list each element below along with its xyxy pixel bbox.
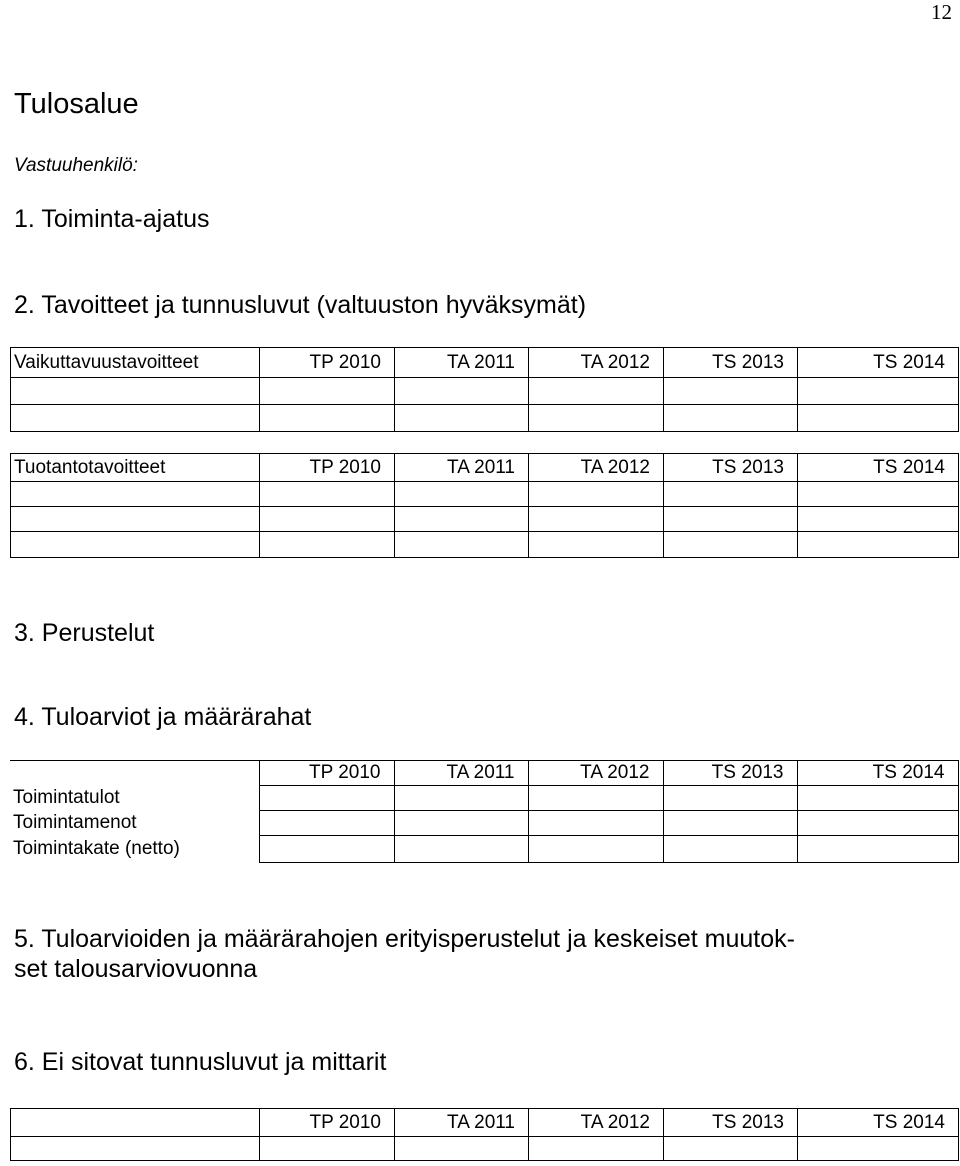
table-header-row [11, 348, 959, 378]
section-heading-mission: 1. Toiminta-ajatus [14, 205, 210, 233]
table-header-row [11, 1109, 959, 1137]
table-row [10, 786, 958, 811]
col-header-tp-2010: TP 2010 [260, 454, 395, 482]
col-header-ts-2013: TS 2013 [664, 1109, 798, 1137]
col-header-ta-2011: TA 2011 [395, 1109, 529, 1137]
row-label-operating-income: Toimintatulot [13, 787, 120, 808]
section-heading-non-binding-indicators: 6. Ei sitovat tunnusluvut ja mittarit [14, 1048, 387, 1076]
section-heading-estimates: 4. Tuloarviot ja määrärahat [14, 703, 312, 731]
table-row [10, 811, 958, 836]
section-heading-special-justifications-line1: 5. Tuloarvioiden ja määrärahojen erityisperustelut ja keskeiset muutok- [14, 925, 795, 953]
production-goals-table [10, 453, 959, 558]
table-row [11, 507, 959, 532]
row-label-operating-margin: Toimintakate (netto) [13, 838, 180, 859]
col-header-ts-2013: TS 2013 [663, 761, 797, 786]
col-header-ta-2012: TA 2012 [529, 1109, 664, 1137]
effectiveness-goals-table [10, 347, 959, 432]
table-header-row [11, 454, 959, 482]
section-heading-special-justifications-line2: set talousarviovuonna [14, 955, 258, 983]
col-header-ta-2012: TA 2012 [529, 454, 664, 482]
section-heading-goals: 2. Tavoitteet ja tunnusluvut (valtuuston hyväksymät) [14, 291, 587, 319]
col-header-ta-2011: TA 2011 [395, 348, 529, 378]
table-header-row [10, 761, 958, 786]
table-row [11, 482, 959, 507]
row-label-operating-expenses: Toimintamenot [13, 812, 137, 833]
page-title: Tulosalue [14, 88, 139, 120]
production-goals-label: Tuotantotavoitteet [11, 454, 260, 482]
table-row [11, 405, 959, 432]
col-header-ts-2014: TS 2014 [798, 1109, 959, 1137]
table-row [11, 1137, 959, 1161]
col-header-tp-2010: TP 2010 [260, 1109, 395, 1137]
responsible-person-label: Vastuuhenkilö: [14, 155, 138, 176]
col-header-ts-2014: TS 2014 [797, 761, 958, 786]
table-row [10, 836, 958, 863]
col-header-ts-2013: TS 2013 [664, 454, 798, 482]
table-row [11, 378, 959, 405]
col-header-tp-2010: TP 2010 [260, 348, 395, 378]
table-row [11, 532, 959, 558]
col-header-ta-2012: TA 2012 [529, 348, 664, 378]
estimates-table [10, 760, 959, 863]
col-header-ta-2012: TA 2012 [528, 761, 663, 786]
page-number: 12 [931, 0, 952, 24]
col-header-tp-2010: TP 2010 [259, 761, 394, 786]
section-heading-justifications: 3. Perustelut [14, 619, 155, 647]
effectiveness-goals-label: Vaikuttavuustavoitteet [11, 348, 260, 378]
col-header-ts-2014: TS 2014 [798, 454, 959, 482]
col-header-ts-2014: TS 2014 [798, 348, 959, 378]
indicators-table [10, 1108, 959, 1161]
col-header-ta-2011: TA 2011 [394, 761, 528, 786]
col-header-ta-2011: TA 2011 [395, 454, 529, 482]
col-header-ts-2013: TS 2013 [664, 348, 798, 378]
